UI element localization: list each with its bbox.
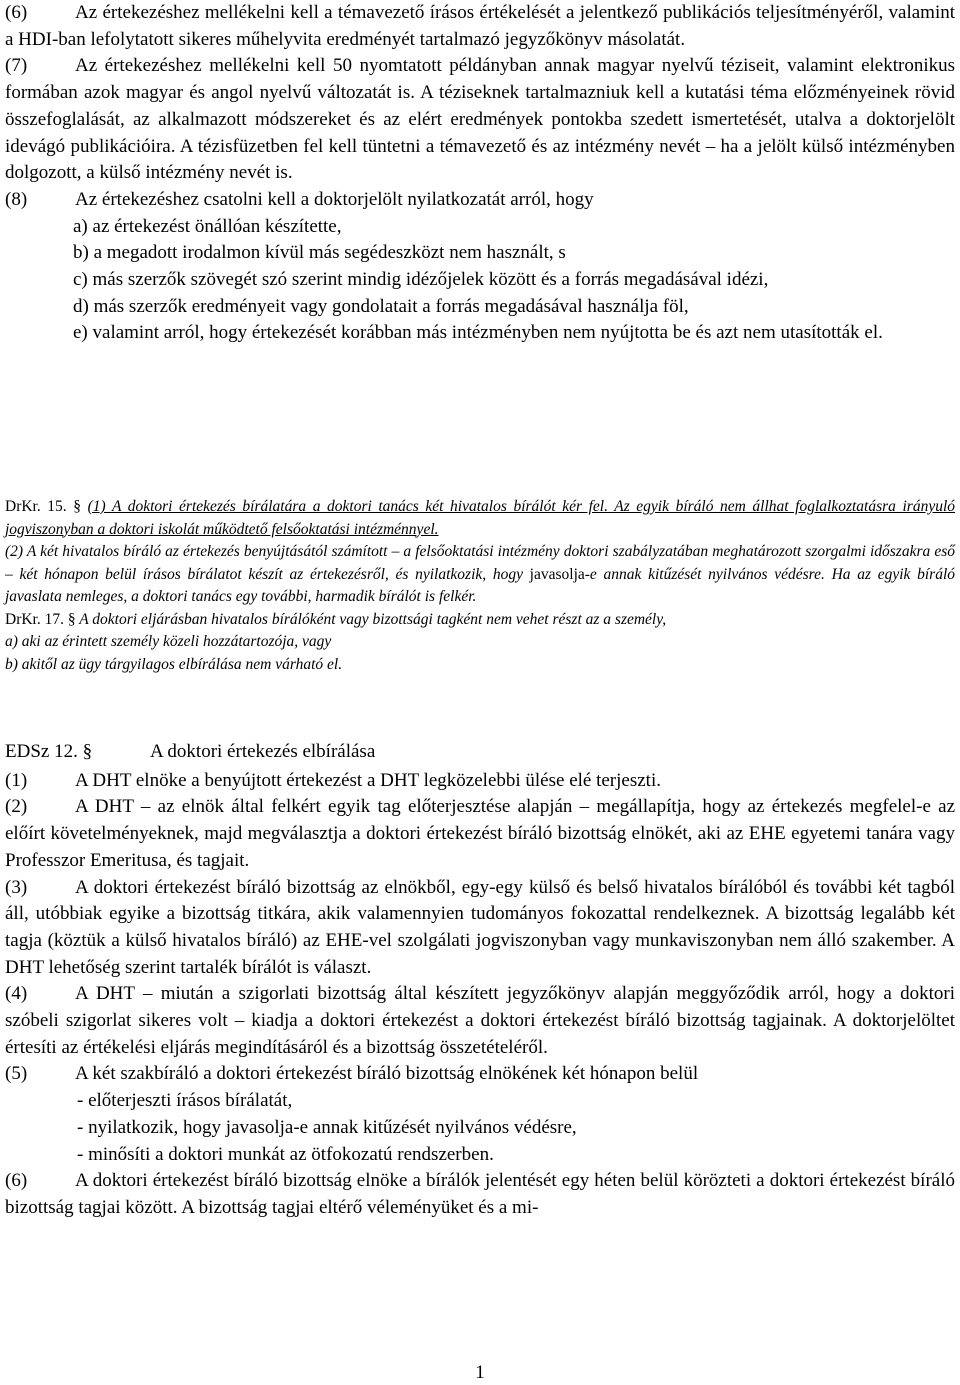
- list-item: a) aki az érintett személy közeli hozzátartozója, vagy: [5, 633, 332, 650]
- paragraph-6: [5, 0, 955, 53]
- section-paragraph-3: [5, 875, 955, 982]
- section-12-block: [5, 739, 955, 1222]
- section-paragraph-2: [5, 794, 955, 874]
- drkr15-text: -e annak kitűzését nyilvános védésre. Ha az egyik bíráló javaslata nemleges, a doktori tanács egy további, harmadik bírálót is felkér.: [5, 565, 956, 605]
- list-item: - nyilatkozik, hogy javasolja-e annak kitűzését nyilvános védésre,: [77, 1116, 577, 1138]
- paragraph-text: A doktori értekezést bíráló bizottság elnöke a bírálók jelentését egy héten belül körözteti a doktori értekezést bíráló bizottság tagjai között. A bizottság tagjai eltérő véleményüket és a mi-: [5, 1170, 955, 1218]
- paragraph-number: (7): [5, 55, 28, 77]
- paragraph-text: A két szakbíráló a doktori értekezést bíráló bizottság elnökének két hónapon belül: [75, 1063, 699, 1085]
- paragraph-number: (8): [5, 188, 28, 210]
- paragraph-text: A DHT – az elnök által felkért egyik tag előterjesztése alapján – megállapítja, hogy az értekezés megfelel-e az előírt követelményeknek, majd megválasztja a doktori értekezést bíráló bizottság elnökét, aki az EHE egyetemi tanára vagy Professzor Emeritusa, és tagjait.: [5, 796, 955, 871]
- list-item: a) az értekezést önállóan készítette,: [73, 215, 342, 237]
- section-title: A doktori értekezés elbírálása: [150, 741, 376, 762]
- list-item: b) akitől az ügy tárgyilagos elbírálása nem várható el.: [5, 655, 343, 673]
- page-number: 1: [475, 1362, 485, 1383]
- drkr15-text: (2) A két hivatalos bíráló az értekezés benyújtásától számított – a felsőoktatási intézmény doktori szabályzatában meghatározott szorgalmi időszakra eső – két hónapon belül írásos bírálatot készít az értekezésről, és nyilatkozik, hogy: [5, 543, 955, 583]
- drkr15-word: javasolja: [529, 565, 585, 583]
- paragraph-number: (4): [5, 983, 28, 1005]
- paragraph-number: (6): [5, 2, 28, 23]
- section-paragraph-6: [5, 1168, 955, 1221]
- section-label: EDSz 12. §: [5, 741, 93, 762]
- drkr15-text: (1) A doktori értekezés bírálatára a doktori tanács két hivatalos bírálót kér fel. Az egyik bíráló nem állhat foglalkoztatásra irányuló jogviszonyban a doktori iskolát működtető felsőoktatási intézménnyel.: [5, 498, 956, 538]
- drkr15-paragraph-2: [5, 541, 955, 609]
- paragraph-text: A DHT – miután a szigorlati bizottság által készített jegyzőkönyv alapján meggyőződik arról, hogy a doktori szóbeli szigorlat sikeres volt – kiadja a doktori értekezést a doktori értekezést bíráló bizottság tagjainak. A doktorjelöltet értesíti az értékelési eljárás megindításáról és a bizottság összetételéről.: [5, 983, 955, 1058]
- drkr17-text: A doktori eljárásban hivatalos bírálóként vagy bizottsági tagként nem vehet részt az a személy,: [79, 610, 667, 628]
- section-heading: [5, 739, 955, 766]
- paragraph-number: (5): [5, 1063, 28, 1085]
- list-item: d) más szerzők eredményeit vagy gondolatait a forrás megadásával használja föl,: [73, 295, 689, 317]
- paragraph-text: Az értekezéshez csatolni kell a doktorjelölt nyilatkozatát arról, hogy: [75, 188, 594, 210]
- paragraph-number: (6): [5, 1170, 28, 1192]
- drkr17-paragraph: [5, 609, 955, 632]
- paragraph-text: A DHT elnöke a benyújtott értekezést a DHT legközelebbi ülése elé terjeszti.: [75, 769, 661, 791]
- drkr15-paragraph-1: [5, 496, 955, 541]
- paragraph-number: (1): [5, 769, 28, 791]
- section-paragraph-5: [5, 1061, 955, 1088]
- section-paragraph-1: [5, 768, 955, 795]
- paragraph-8: [5, 187, 955, 214]
- paragraph-7: [5, 53, 955, 187]
- section-paragraph-4: [5, 981, 955, 1061]
- list-item: - előterjeszti írásos bírálatát,: [77, 1090, 293, 1112]
- list-item: b) a megadott irodalmon kívül más segédeszközt nem használt, s: [73, 242, 566, 264]
- list-item: - minősíti a doktori munkát az ötfokozatú rendszerben.: [77, 1143, 494, 1165]
- regulation-top-block: [5, 0, 955, 347]
- paragraph-text: Az értekezéshez mellékelni kell 50 nyomtatott példányban annak magyar nyelvű téziseit, valamint elektronikus formában azok magyar és angol nyelvű változatát is. A téziseknek tartalmazniuk kell a kutatási téma előzményeinek rövid összefoglalását, az alkalmazott módszereket és az elért eredmények pontokba szedett ismertetését, utalva a doktorjelölt idevágó publikációira. A tézisfüzetben fel kell tüntetni a témavezető és az intézmény nevét – ha a jelölt külső intézményben dolgozott, a külső intézmény nevét is.: [5, 55, 955, 184]
- drkr-quote-block: [5, 496, 955, 676]
- paragraph-text: Az értekezéshez mellékelni kell a témavezető írásos értékelését a jelentkező publikációs teljesítményéről, valamint a HDI-ban lefolytatott sikeres műhelyvita eredményét tartalmazó jegyzőkönyv másolatát.: [5, 2, 955, 50]
- list-item: c) más szerzők szövegét szó szerint mindig idézőjelek között és a forrás megadásával idézi,: [73, 269, 769, 291]
- paragraph-number: (2): [5, 796, 28, 818]
- paragraph-text: A doktori értekezést bíráló bizottság az elnökből, egy-egy külső és belső hivatalos bírálóból és további két tagból áll, utóbbiak egyike a bizottság titkára, akik valamennyien tudományos fokozattal rendelkeznek. A bizottság legalább két tagja (köztük a külső hivatalos bíráló) az EHE-vel szolgálati jogviszonyban vagy munkaviszonyban nem álló szakember. A DHT lehetőség szerint tartalék bírálót is választ.: [5, 876, 955, 978]
- drkr15-reference: DrKr. 15. §: [5, 498, 81, 515]
- paragraph-number: (3): [5, 876, 28, 898]
- list-item: e) valamint arról, hogy értekezését korábban más intézményben nem nyújtotta be és azt nem utasították el.: [73, 322, 883, 344]
- drkr17-reference: DrKr. 17. §: [5, 610, 76, 628]
